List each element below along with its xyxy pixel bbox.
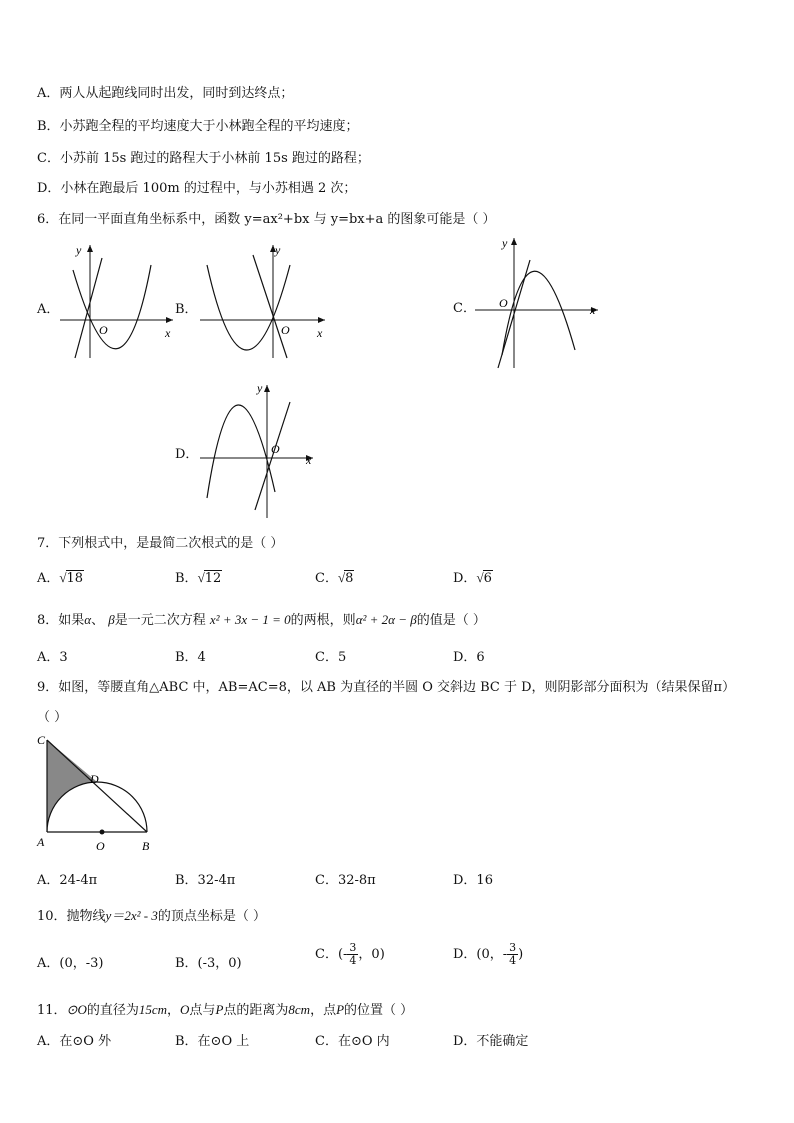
q5-option-c: C．小苏前 15s 跑过的路程大于小林前 15s 跑过的路程； bbox=[37, 151, 370, 166]
q7-a-radicand: 18 bbox=[66, 571, 84, 586]
q11-stem: 11．⊙O的直径为15cm，O点与P点的距离为8cm，点P的位置（ ） bbox=[37, 1002, 414, 1018]
q7-option-b: B．√12 bbox=[175, 570, 222, 586]
q10-function: y＝2x² - 3 bbox=[105, 908, 158, 923]
q9-option-c: C．32-8π bbox=[315, 873, 376, 888]
q9-option-b: B．32-4π bbox=[175, 873, 236, 888]
q8-option-d: D．6 bbox=[453, 650, 485, 665]
q8-option-b: B．4 bbox=[175, 650, 206, 665]
q6-a-origin: O bbox=[99, 323, 108, 337]
q9-point-d: D bbox=[90, 772, 99, 786]
q6-b-origin: O bbox=[281, 323, 290, 337]
q6-label-d: D． bbox=[175, 447, 199, 462]
q6-label-a: A． bbox=[37, 302, 60, 317]
q7-option-a: A．√18 bbox=[37, 570, 84, 586]
q5-option-d: D．小林在跑最后 100m 的过程中，与小苏相遇 2 次； bbox=[37, 181, 357, 196]
q6-graph-b bbox=[195, 240, 330, 360]
q7-c-radicand: 8 bbox=[345, 571, 354, 586]
q8-alpha: α bbox=[84, 612, 92, 627]
q11-option-a: A．在⊙O 外 bbox=[37, 1034, 112, 1049]
q6-b-y-label: y bbox=[275, 243, 281, 257]
q9-point-c: C bbox=[37, 733, 46, 747]
q9-stem: 9．如图，等腰直角△ABC 中，AB=AC=8，以 AB 为直径的半圆 O 交斜边 BC 于 D，则阴影部分面积为（结果保留π） bbox=[37, 680, 736, 695]
q10-stem: 10．抛物线y＝2x² - 3的顶点坐标是（ ） bbox=[37, 908, 266, 924]
q10-option-a: A．(0，-3) bbox=[37, 956, 104, 971]
q9-point-o: O bbox=[96, 839, 105, 853]
q6-c-y-label: y bbox=[502, 236, 508, 250]
q6-graph-a bbox=[55, 240, 180, 360]
q5-option-a: A．两人从起跑线同时出发，同时到达终点； bbox=[37, 86, 294, 101]
q6-d-y-label: y bbox=[257, 381, 263, 395]
q9-point-a: A bbox=[37, 835, 45, 849]
q7-option-c: C．√8 bbox=[315, 570, 354, 586]
q6-label-b: B． bbox=[175, 302, 198, 317]
q8-beta: β bbox=[108, 612, 115, 627]
q6-c-origin: O bbox=[499, 296, 508, 310]
q8-option-a: A．3 bbox=[37, 650, 68, 665]
q6-d-origin: O bbox=[271, 442, 280, 456]
q6-graph-c bbox=[470, 235, 605, 370]
q10-option-b: B．(-3，0) bbox=[175, 956, 242, 971]
q5-option-b: B．小苏跑全程的平均速度大于小林跑全程的平均速度； bbox=[37, 119, 359, 134]
q9-option-d: D．16 bbox=[453, 873, 493, 888]
q9-option-a: A．24-4π bbox=[37, 873, 98, 888]
q9-figure bbox=[32, 728, 162, 858]
q6-graph-d bbox=[195, 380, 320, 520]
q8-stem: 8．如果α、 β是一元二次方程 x² + 3x − 1 = 0的两根，则α² + 2α − β的值是（ ） bbox=[37, 612, 486, 628]
q8-equation: x² + 3x − 1 = 0 bbox=[209, 612, 291, 627]
q8-option-c: C．5 bbox=[315, 650, 347, 665]
q10-option-c: C．(- $\frac{3}{4}$ ，0) bbox=[315, 941, 385, 967]
q6-a-x-label: x bbox=[165, 326, 171, 340]
q11-option-b: B．在⊙O 上 bbox=[175, 1034, 250, 1049]
q7-b-radicand: 12 bbox=[204, 571, 222, 586]
q8-expr: α² + 2α − β bbox=[355, 612, 417, 627]
q7-d-radicand: 6 bbox=[483, 571, 492, 586]
q11-option-d: D．不能确定 bbox=[453, 1034, 529, 1049]
q6-b-x-label: x bbox=[317, 326, 323, 340]
q11-option-c: C．在⊙O 内 bbox=[315, 1034, 390, 1049]
q9-point-b: B bbox=[142, 839, 150, 853]
q6-stem: 6．在同一平面直角坐标系中，函数 y=ax²+bx 与 y=bx+a 的图象可能是（ ） bbox=[37, 212, 496, 227]
q9-paren: （ ） bbox=[37, 710, 68, 725]
q6-d-x-label: x bbox=[306, 453, 312, 467]
q11-circle: ⊙O bbox=[66, 1002, 87, 1017]
q6-label-c: C． bbox=[453, 301, 476, 316]
q6-a-y-label: y bbox=[76, 243, 82, 257]
q7-stem: 7．下列根式中，是最简二次根式的是（ ） bbox=[37, 536, 284, 551]
q10-option-d: D．(0，- $\frac{3}{4}$ ) bbox=[453, 941, 524, 967]
q6-c-x-label: x bbox=[590, 303, 596, 317]
q7-option-d: D．√6 bbox=[453, 570, 492, 586]
